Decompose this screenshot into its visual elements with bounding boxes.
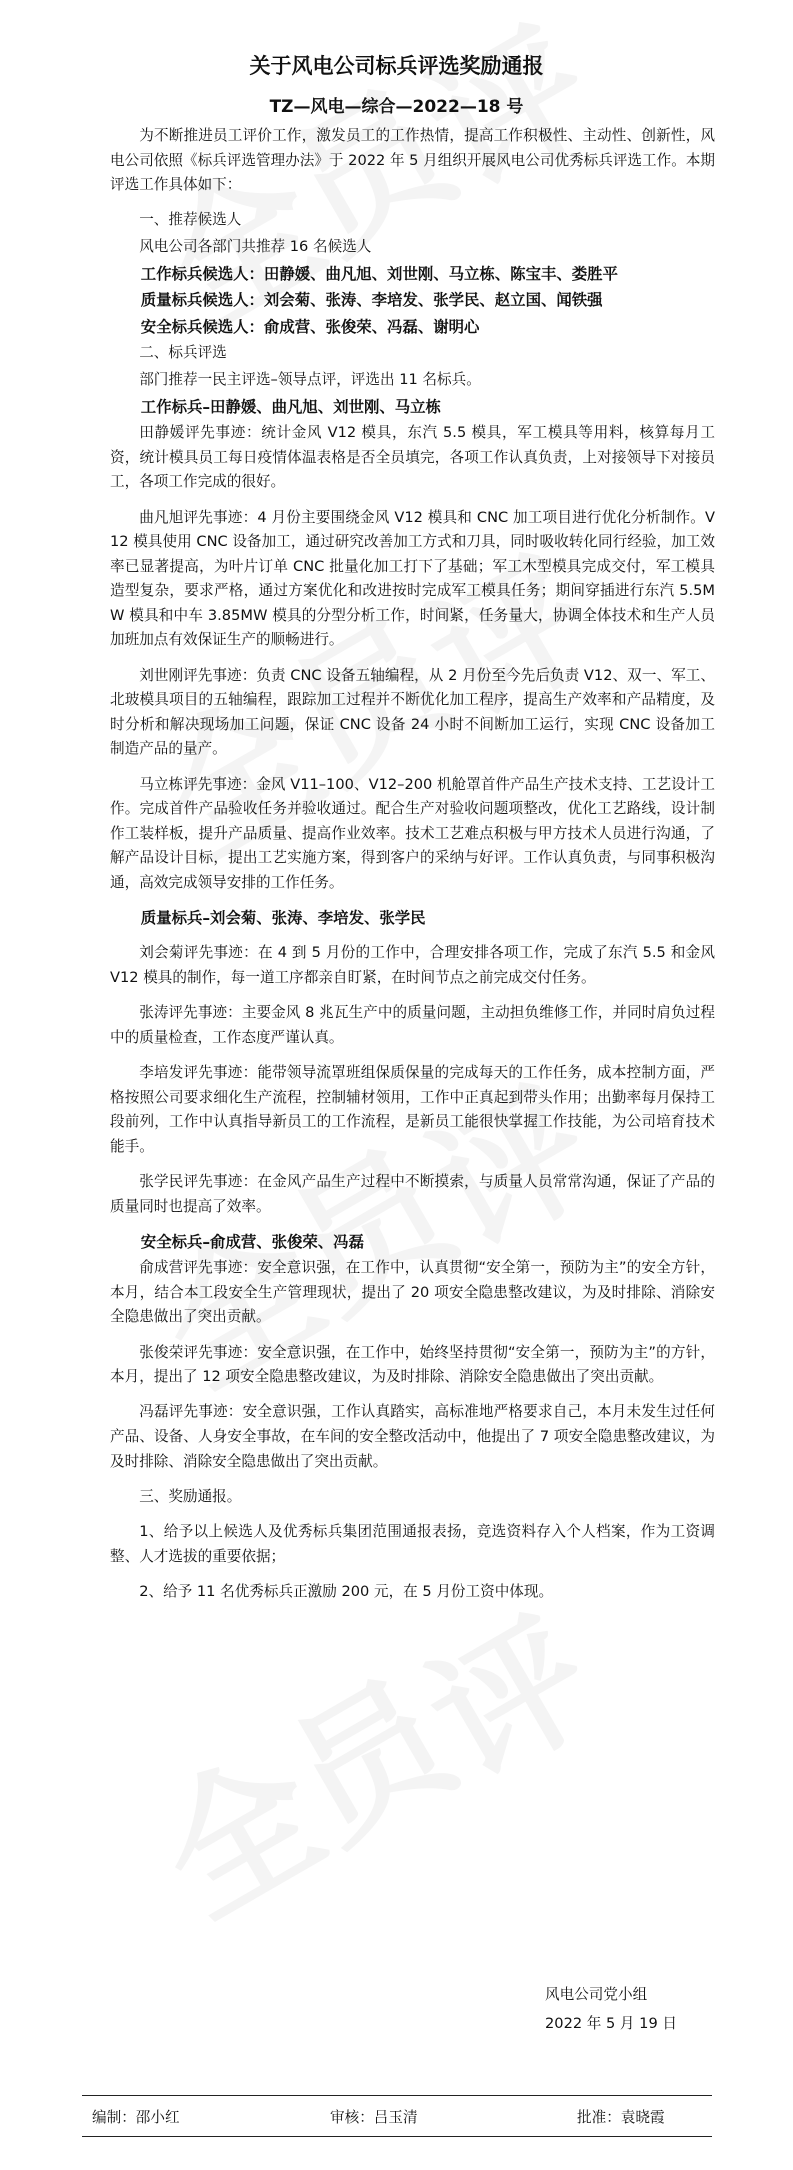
paragraph: 刘会菊评先事迹：在 4 到 5 月份的工作中，合理安排各项工作，完成了东汽 5.5 和金风 V12 模具的制作，每一道工序都亲自盯紧，在时间节点之前完成交付任务。: [110, 944, 715, 986]
paragraph: 二、标兵评选: [139, 344, 227, 362]
paragraph: 安全标兵–俞成营、张俊荣、冯磊: [140, 1232, 364, 1251]
paragraph: 质量标兵–刘会菊、张涛、李培发、张学民: [140, 909, 426, 928]
paragraph: 马立栋评先事迹：金风 V11–100、V12–200 机舱罩首件产品生产技术支持、工艺设计工作。完成首件产品验收任务并验收通过。配合生产对验收问题项整改，优化工艺路线，设计制作工装样板，提升产品质量、提高作业效率。技术工艺难点积极与甲方技术人员进行沟通，了解产品设计目标，提出工艺实施方案，得到客户的采纳与好评。工作认真负责，与同事积极沟通，高效完成领导安排的工作任务。: [110, 775, 715, 891]
paragraph: 张涛评先事迹：主要金风 8 兆瓦生产中的质量问题，主动担负维修工作，并同时肩负过程中的质量检查，工作态度严谨认真。: [110, 1004, 715, 1046]
document-number: TZ—风电—综合—2022—18 号: [269, 97, 524, 117]
document-title: 关于风电公司标兵评选奖励通报: [249, 54, 544, 78]
paragraph: 田静媛评先事迹：统计金风 V12 模具，东汽 5.5 模具，军工模具等用料，核算每月工资，统计模具员工每日疫情体温表格是否全员填完，各项工作认真负责，上对接领导下对接员工，各项工作完成的很好。: [110, 424, 715, 491]
footer-approver: 批准：袁晓霞: [577, 2109, 665, 2126]
footer-editor: 编制：邵小红: [92, 2109, 180, 2126]
paragraph: 曲凡旭评先事迹：4 月份主要围绕金风 V12 模具和 CNC 加工项目进行优化分析制作。V12 模具使用 CNC 设备加工，通过研究改善加工方式和刀具，同时吸收转化同行经验，加工效率已显著提高，为叶片订单 CNC 批量化加工打下了基础；军工木型模具完成交付，军工模具造型复杂，要求严格，通过方案优化和改进按时完成军工模具任务；期间穿插进行东汽 5.5MW 模具和中车 3.85MW 模具的分型分析工作，时间紧，任务量大，协调全体技术和生产人员加班加点有效保证生产的顺畅进行。: [110, 508, 715, 649]
approval-footer: [82, 2095, 712, 2137]
paragraph: 工作标兵–田静媛、曲凡旭、刘世刚、马立栋: [140, 397, 441, 416]
paragraph: 冯磊评先事迹：安全意识强，工作认真踏实，高标准地严格要求自己，本月未发生过任何产品、设备、人身安全事故，在车间的安全整改活动中，他提出了 7 项安全隐患整改建议，为及时排除、消除安全隐患做出了突出贡献。: [110, 1403, 715, 1470]
signature-org: 风电公司党小组: [545, 1986, 648, 2003]
paragraph: 1、给予以上候选人及优秀标兵集团范围通报表扬，竞选资料存入个人档案，作为工资调整、人才选拔的重要依据；: [110, 1523, 715, 1565]
signature-block: [545, 1980, 677, 2038]
paragraph: 俞成营评先事迹：安全意识强，在工作中，认真贯彻“安全第一，预防为主”的安全方针，本月，结合本工段安全生产管理现状，提出了 20 项安全隐患整改建议，为及时排除、消除安全隐患做出了突出贡献。: [110, 1259, 715, 1326]
paragraph: 张俊荣评先事迹：安全意识强，在工作中，始终坚持贯彻“安全第一，预防为主”的方针，本月，提出了 12 项安全隐患整改建议，为及时排除、消除安全隐患做出了突出贡献。: [110, 1343, 715, 1386]
paragraph: 刘世刚评先事迹：负责 CNC 设备五轴编程，从 2 月份至今先后负责 V12、双一、军工、北玻模具项目的五轴编程，跟踪加工过程并不断优化加工程序，提高生产效率和产品精度，及时分析和解决现场加工问题，保证 CNC 设备 24 小时不间断加工运行，实现 CNC 设备加工制造产品的量产。: [110, 666, 715, 758]
paragraph: 李培发评先事迹：能带领导流罩班组保质保量的完成每天的工作任务，成本控制方面，严格按照公司要求细化生产流程，控制辅材领用，工作中正真起到带头作用；出勤率每月保持工段前列，工作中认真指导新员工的工作流程，是新员工能很快掌握工作技能，为公司培育技术能手。: [110, 1063, 715, 1155]
paragraph: 部门推荐一民主评选–领导点评，评选出 11 名标兵。: [139, 370, 481, 388]
paragraph: 一、推荐候选人: [139, 211, 242, 229]
paragraph: 工作标兵候选人：田静媛、曲凡旭、刘世刚、马立栋、陈宝丰、娄胜平: [140, 264, 618, 283]
paragraph: 为不断推进员工评价工作，激发员工的工作热情，提高工作积极性、主动性、创新性，风电公司依照《标兵评选管理办法》于 2022 年 5 月组织开展风电公司优秀标兵评选工作。本期评选工作具体如下：: [110, 127, 715, 194]
paragraph: 质量标兵候选人：刘会菊、张涛、李培发、张学民、赵立国、闻铁强: [140, 291, 603, 310]
paragraph: 2、给予 11 名优秀标兵正激励 200 元，在 5 月份工资中体现。: [139, 1582, 554, 1600]
paragraph: 三、奖励通报。: [139, 1487, 242, 1505]
paragraph: 安全标兵候选人：俞成营、张俊荣、冯磊、谢明心: [140, 317, 480, 336]
paragraph: 风电公司各部门共推荐 16 名候选人: [139, 237, 372, 255]
document-body: [110, 124, 715, 1615]
signature-date: 2022 年 5 月 19 日: [545, 2015, 677, 2032]
footer-reviewer: 审核：吕玉清: [330, 2109, 418, 2126]
paragraph: 张学民评先事迹：在金风产品生产过程中不断摸索，与质量人员常常沟通，保证了产品的质量同时也提高了效率。: [110, 1172, 715, 1215]
